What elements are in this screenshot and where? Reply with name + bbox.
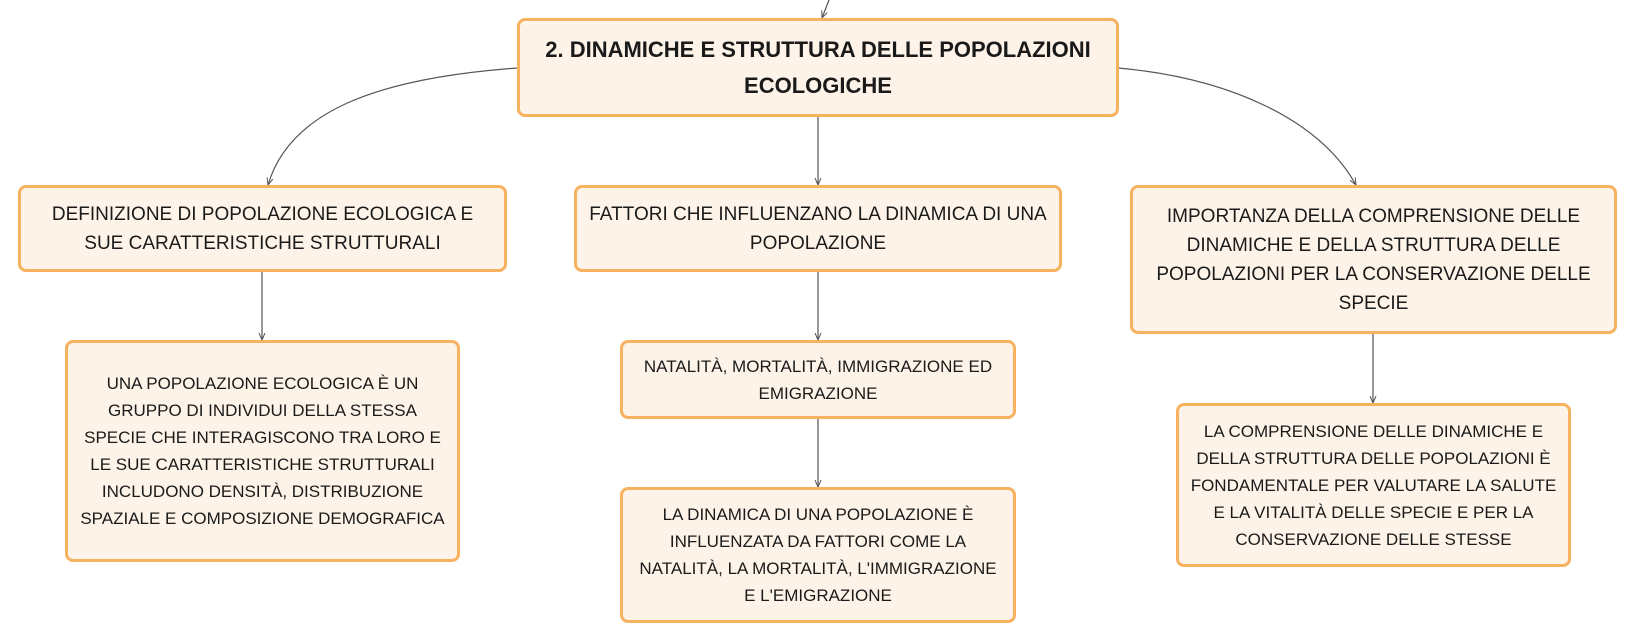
node-definizione-dettaglio[interactable]	[65, 340, 460, 562]
node-text: LA COMPRENSIONE DELLE DINAMICHE E DELLA STRUTTURA DELLE POPOLAZIONI È FONDAMENTALE PER VALUTARE LA SALUTE E LA VITALITÀ DELLE SPECIE E PER LA CONSERVAZIONE DELLE STESSE	[1190, 421, 1557, 549]
connector-root-right	[1118, 68, 1356, 185]
node-importanza-dettaglio[interactable]	[1176, 403, 1571, 567]
connector-root-left	[268, 68, 517, 185]
branch-label: DEFINIZIONE DI POPOLAZIONE ECOLOGICA E SUE CARATTERISTICHE STRUTTURALI	[51, 203, 474, 254]
node-text: NATALITÀ, MORTALITÀ, IMMIGRAZIONE ED EMIGRAZIONE	[643, 356, 993, 403]
node-fattori-dettaglio[interactable]	[620, 487, 1016, 623]
branch-importanza[interactable]	[1130, 185, 1617, 334]
root-title: 2. DINAMICHE E STRUTTURA DELLE POPOLAZIONI ECOLOGICHE	[545, 36, 1091, 98]
connector-incoming	[822, 0, 829, 18]
root-node[interactable]	[517, 18, 1119, 117]
branch-label: FATTORI CHE INFLUENZANO LA DINAMICA DI UNA POPOLAZIONE	[589, 203, 1047, 254]
node-fattori-elenco[interactable]	[620, 340, 1016, 419]
branch-label: IMPORTANZA DELLA COMPRENSIONE DELLE DINAMICHE E DELLA STRUTTURA DELLE POPOLAZIONI PER LA CONSERVAZIONE DELLE SPECIE	[1156, 205, 1591, 314]
branch-definizione[interactable]	[18, 185, 507, 272]
node-text: UNA POPOLAZIONE ECOLOGICA È UN GRUPPO DI INDIVIDUI DELLA STESSA SPECIE CHE INTERAGISCONO TRA LORO E LE SUE CARATTERISTICHE STRUTTURALI INCLUDONO DENSITÀ, DISTRIBUZIONE SPAZIALE E COMPOSIZIONE DEMOGRAFICA	[80, 374, 445, 528]
node-text: LA DINAMICA DI UNA POPOLAZIONE È INFLUENZATA DA FATTORI COME LA NATALITÀ, LA MORTALITÀ, L'IMMIGRAZIONE E L'EMIGRAZIONE	[639, 505, 997, 605]
branch-fattori[interactable]	[574, 185, 1062, 272]
